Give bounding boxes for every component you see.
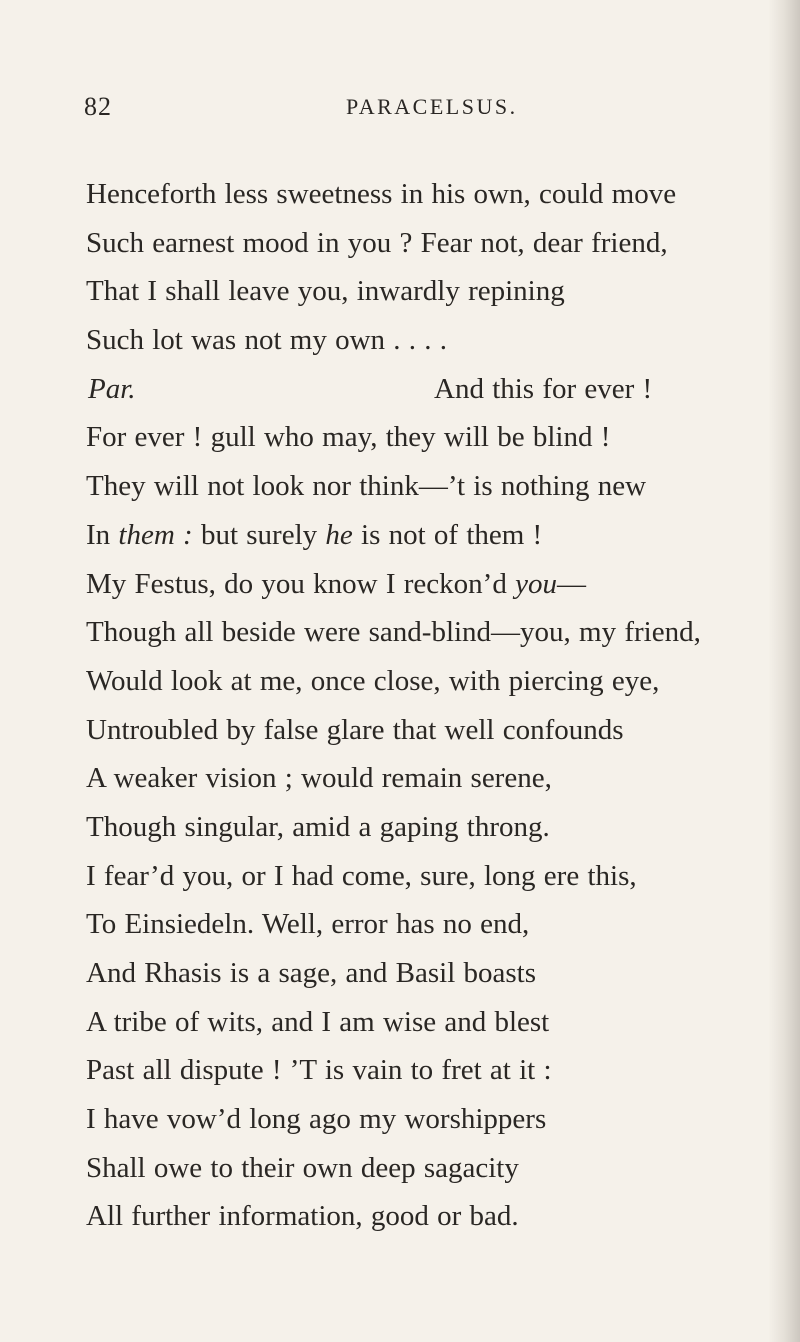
- line-text: Past all dispute ! ’T is vain to fret at it :: [86, 1054, 552, 1087]
- line-text: is not of them !: [352, 518, 543, 551]
- line-text: Henceforth less sweetness in his own, could move: [86, 178, 677, 210]
- speaker-label: Par.: [88, 372, 136, 405]
- verse-line: [86, 511, 766, 560]
- line-text: To Einsiedeln. Well, error has no end,: [86, 908, 530, 941]
- line-text: And this for ever !: [434, 372, 653, 405]
- verse-line: [86, 413, 766, 462]
- line-text: Though singular, amid a gaping throng.: [86, 810, 550, 843]
- line-text: For ever ! gull who may, they will be blind !: [86, 421, 611, 454]
- verse-line: [86, 462, 766, 511]
- page-number: 82: [84, 92, 112, 121]
- verse-line: [86, 852, 766, 901]
- line-text: That I shall leave you, inwardly repining: [86, 275, 565, 308]
- verse-line: [86, 1095, 766, 1144]
- line-text: Such earnest mood in you ? Fear not, dear friend,: [86, 226, 668, 259]
- verse-line: [86, 1046, 766, 1095]
- line-text: Shall owe to their own deep sagacity: [86, 1151, 519, 1184]
- verse-line: [86, 267, 766, 316]
- emphasis-text: he: [325, 518, 353, 551]
- verse-line: [86, 1192, 766, 1241]
- verse-line: [86, 900, 766, 949]
- verse-line: [86, 706, 766, 755]
- verse-line: [86, 754, 766, 803]
- verse-line: [86, 560, 766, 609]
- line-text: All further information, good or bad.: [86, 1200, 519, 1233]
- line-text: —: [556, 567, 586, 600]
- line-text: I fear’d you, or I had come, sure, long ere this,: [86, 859, 637, 892]
- emphasis-text: you: [515, 567, 557, 600]
- verse-line: [86, 316, 766, 365]
- line-text: Would look at me, once close, with piercing eye,: [86, 664, 660, 697]
- line-text: Though all beside were sand-blind—you, my friend,: [86, 616, 701, 649]
- verse-line: [86, 657, 766, 706]
- verse-line: [86, 998, 766, 1047]
- verse-line: [86, 170, 766, 219]
- verse-line: [86, 1144, 766, 1193]
- line-text: Untroubled by false glare that well confounds: [86, 713, 624, 746]
- line-text: but surely: [192, 518, 326, 551]
- running-head: [84, 92, 518, 122]
- line-text: They will not look nor think—’t is nothing new: [86, 470, 647, 503]
- line-text: I have vow’d long ago my worshippers: [86, 1103, 547, 1136]
- verse-line: [86, 365, 766, 414]
- book-title: PARACELSUS.: [346, 94, 518, 119]
- verse-line: [86, 949, 766, 998]
- line-text: Such lot was not my own . . . .: [86, 324, 448, 357]
- verse-line: [86, 608, 766, 657]
- verse-line: [86, 219, 766, 268]
- line-text: A tribe of wits, and I am wise and blest: [86, 1005, 550, 1038]
- line-text: In: [86, 518, 119, 551]
- verse-line: [86, 803, 766, 852]
- line-text: A weaker vision ; would remain serene,: [86, 762, 552, 795]
- emphasis-text: them :: [118, 518, 193, 551]
- line-text: My Festus, do you know I reckon’d: [86, 567, 516, 600]
- line-text: And Rhasis is a sage, and Basil boasts: [86, 957, 537, 989]
- verse-text: [86, 170, 766, 1241]
